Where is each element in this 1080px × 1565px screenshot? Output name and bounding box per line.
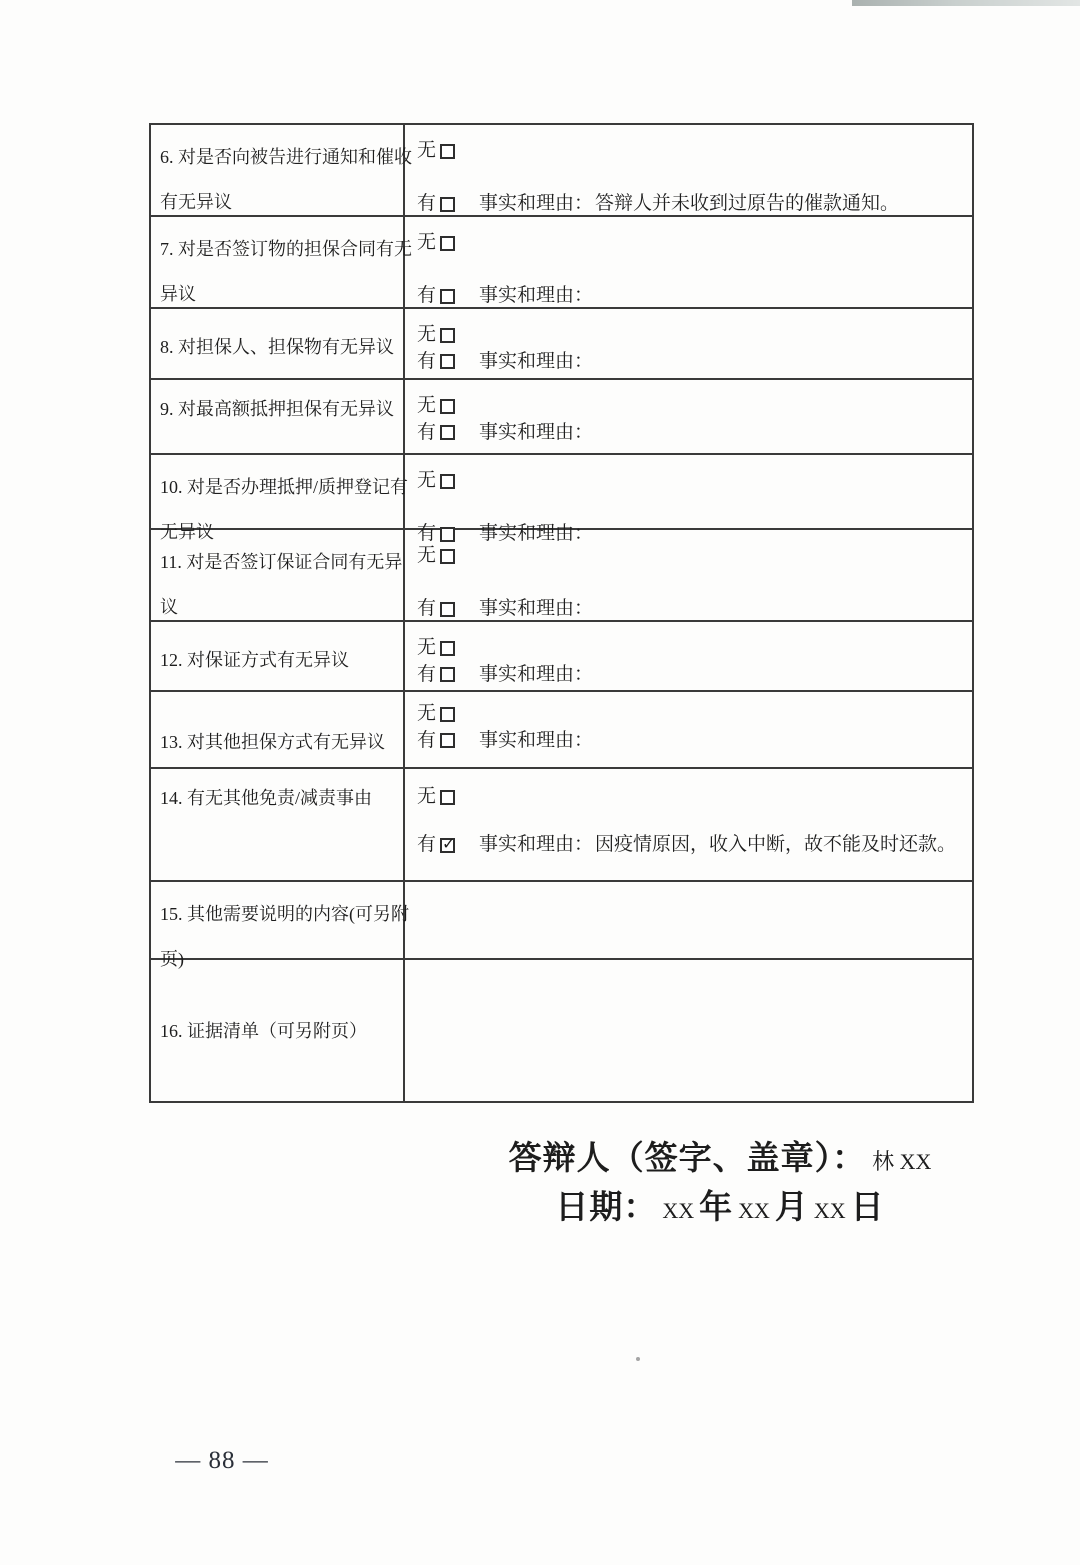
no-label: 无 [417, 545, 437, 566]
question-label: 11. 对是否签订保证合同有无异 [160, 552, 403, 572]
question-label: 15. 其他需要说明的内容(可另附 [160, 904, 409, 924]
reason-label: 事实和理由： [479, 193, 594, 215]
no-label: 无 [417, 786, 437, 807]
date-month-value: XX [738, 1198, 770, 1223]
yes-checkbox[interactable] [440, 667, 455, 682]
question-label-line2: 异议 [160, 284, 196, 304]
question-label: 9. 对最高额抵押担保有无异议 [160, 399, 394, 419]
option-yes [417, 420, 962, 447]
option-yes [417, 596, 962, 623]
respondent-name: 林 XX [872, 1149, 932, 1174]
option-no [417, 784, 962, 811]
yes-checkbox[interactable] [440, 289, 455, 304]
yes-label: 有 [417, 729, 437, 751]
date-day-unit: 日 [850, 1190, 885, 1226]
no-checkbox[interactable] [440, 549, 455, 564]
question-cell [151, 692, 405, 767]
signature-block [420, 1138, 1020, 1235]
no-label: 无 [417, 703, 437, 724]
question-label-line2: 页) [160, 949, 184, 969]
answer-cell [405, 769, 972, 880]
answer-cell [405, 692, 972, 767]
option-no [417, 393, 962, 420]
table-row-q16 [151, 958, 972, 1101]
yes-label: 有 [417, 421, 437, 443]
answer-cell-empty [405, 960, 972, 1101]
question-cell [151, 960, 405, 1101]
question-label: 7. 对是否签订物的担保合同有无 [160, 239, 412, 259]
table-row-q10 [151, 453, 972, 545]
question-label: 13. 对其他担保方式有无异议 [160, 732, 385, 752]
date-year-unit: 年 [699, 1190, 734, 1226]
reason-label: 事实和理由： [479, 285, 594, 307]
question-label: 16. 证据清单（可另附页） [160, 1020, 367, 1041]
option-no [417, 635, 962, 662]
scan-artifact-streak [852, 0, 1080, 6]
question-cell [151, 622, 405, 703]
date-month-unit: 月 [774, 1190, 809, 1226]
yes-label: 有 [417, 193, 437, 215]
reason-text: 因疫情原因，收入中断，故不能及时还款。 [595, 834, 957, 856]
no-checkbox[interactable] [440, 641, 455, 656]
answer-cell [405, 380, 972, 461]
table-row-q8 [151, 307, 972, 378]
reason-label: 事实和理由： [479, 598, 594, 620]
answer-cell [405, 309, 972, 390]
yes-checkbox-checked[interactable]: ✓ [442, 834, 456, 854]
option-no [417, 468, 962, 495]
option-no [417, 230, 962, 257]
question-label-line2: 无异议 [160, 522, 214, 542]
yes-checkbox[interactable] [440, 354, 455, 369]
date-label: 日期： [555, 1190, 658, 1226]
scan-artifact-speck [636, 1357, 640, 1361]
date-day-value: XX [813, 1198, 846, 1223]
no-label: 无 [417, 395, 437, 416]
date-year-value: XX [662, 1198, 695, 1223]
no-label: 无 [417, 232, 437, 253]
no-checkbox[interactable] [440, 144, 455, 159]
option-no [417, 138, 962, 165]
yes-checkbox[interactable] [440, 425, 455, 440]
respondent-signature-line [420, 1138, 1020, 1186]
question-cell [151, 769, 405, 880]
table-row-q9 [151, 378, 972, 453]
option-no [417, 543, 962, 570]
yes-label: 有 [417, 598, 437, 620]
no-label: 无 [417, 324, 437, 345]
option-no [417, 701, 962, 728]
yes-checkbox[interactable] [440, 602, 455, 617]
table-row-q11 [151, 528, 972, 620]
yes-label: 有 [417, 285, 437, 307]
question-label-line2: 有无异议 [160, 192, 232, 212]
no-checkbox[interactable] [440, 236, 455, 251]
table-row-q7 [151, 215, 972, 307]
option-yes [417, 662, 962, 689]
yes-checkbox[interactable] [440, 527, 455, 542]
reason-label: 事实和理由： [479, 350, 594, 372]
table-row-q12 [151, 620, 972, 690]
reason-label: 事实和理由： [479, 729, 594, 751]
no-label: 无 [417, 637, 437, 658]
question-cell [151, 380, 405, 461]
respondent-label: 答辩人（签字、盖章）： [508, 1141, 867, 1177]
no-label: 无 [417, 470, 437, 491]
table-row-q13 [151, 690, 972, 767]
option-yes [417, 349, 962, 376]
yes-checkbox[interactable] [440, 197, 455, 212]
table-row-q6 [151, 125, 972, 215]
reason-label: 事实和理由： [479, 421, 594, 443]
reason-label: 事实和理由： [479, 523, 594, 545]
date-line [420, 1187, 1020, 1235]
question-label-line2: 议 [160, 597, 178, 617]
no-checkbox[interactable] [440, 399, 455, 414]
option-yes [417, 728, 962, 755]
table-row-q14 [151, 767, 972, 880]
defense-form-table [149, 123, 974, 1103]
question-label: 12. 对保证方式有无异议 [160, 650, 349, 670]
yes-label: 有 [417, 834, 437, 856]
question-label: 8. 对担保人、担保物有无异议 [160, 337, 394, 357]
question-label: 14. 有无其他免责/减责事由 [160, 788, 372, 808]
reason-label: 事实和理由： [479, 834, 594, 856]
no-checkbox[interactable] [440, 328, 455, 343]
no-checkbox[interactable] [440, 707, 455, 722]
option-yes [417, 832, 962, 859]
no-checkbox[interactable] [440, 474, 455, 489]
no-checkbox[interactable] [440, 790, 455, 805]
reason-label: 事实和理由： [479, 663, 594, 685]
reason-text: 答辩人并未收到过原告的催款通知。 [595, 193, 900, 215]
question-cell [151, 309, 405, 390]
question-label: 10. 对是否办理抵押/质押登记有 [160, 477, 408, 497]
yes-label: 有 [417, 523, 437, 545]
option-yes [417, 191, 962, 218]
page-number: — 88 — [175, 1447, 269, 1474]
yes-label: 有 [417, 350, 437, 372]
yes-checkbox[interactable] [440, 733, 455, 748]
option-yes [417, 283, 962, 310]
table-row-q15 [151, 880, 972, 969]
answer-cell [405, 622, 972, 703]
no-label: 无 [417, 140, 437, 161]
yes-label: 有 [417, 663, 437, 685]
question-label: 6. 对是否向被告进行通知和催收 [160, 147, 412, 167]
option-no [417, 322, 962, 349]
